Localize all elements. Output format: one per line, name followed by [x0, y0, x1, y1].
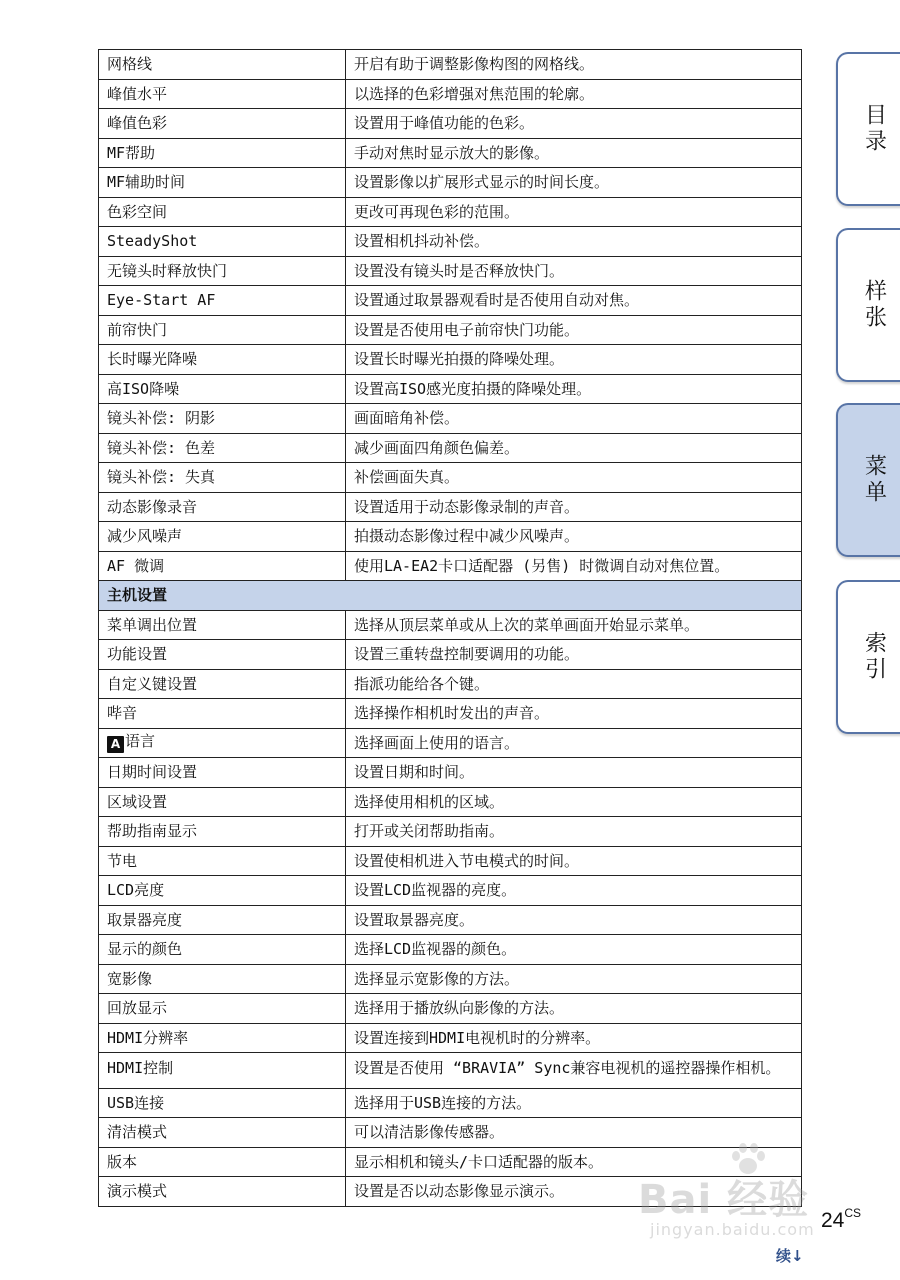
menu-item-description: 可以清洁影像传感器。: [346, 1118, 802, 1148]
menu-item-description: 减少画面四角颜色偏差。: [346, 433, 802, 463]
table-row: [99, 315, 802, 345]
tab-1[interactable]: [836, 228, 900, 382]
menu-item-description: 选择画面上使用的语言。: [346, 728, 802, 758]
table-row: [99, 1088, 802, 1118]
hdmi-control-body: [99, 1053, 802, 1089]
menu-item-label: 菜单调出位置: [99, 610, 346, 640]
table-row: [99, 50, 802, 80]
table-row: [99, 374, 802, 404]
menu-item-label: 动态影像录音: [99, 492, 346, 522]
tab-label: 菜单: [861, 454, 887, 506]
menu-item-description: 画面暗角补偿。: [346, 404, 802, 434]
menu-item-label: 演示模式: [99, 1177, 346, 1207]
table-row: [99, 197, 802, 227]
menu-item-description: 拍摄动态影像过程中减少风噪声。: [346, 522, 802, 552]
tab-3[interactable]: [836, 580, 900, 734]
language-icon: A: [107, 736, 124, 753]
table-row: [99, 109, 802, 139]
menu-item-label: HDMI控制: [99, 1053, 346, 1089]
table-row-hdmi-control: [99, 1053, 802, 1089]
menu-item-description: 设置LCD监视器的亮度。: [346, 876, 802, 906]
menu-item-description: 选择LCD监视器的颜色。: [346, 935, 802, 965]
table-row: [99, 935, 802, 965]
menu-item-description: 显示相机和镜头/卡口适配器的版本。: [346, 1147, 802, 1177]
menu-item-label: 区域设置: [99, 787, 346, 817]
menu-item-label: AF 微调: [99, 551, 346, 581]
section-header-body: [99, 581, 802, 611]
table-row: [99, 964, 802, 994]
table-row-language: [99, 728, 802, 758]
menu-item-description: 更改可再现色彩的范围。: [346, 197, 802, 227]
menu-item-description: 设置是否以动态影像显示演示。: [346, 1177, 802, 1207]
table-body-mid-b: [99, 758, 802, 1053]
menu-item-label: HDMI分辨率: [99, 1023, 346, 1053]
table-row: [99, 463, 802, 493]
table-row: [99, 227, 802, 257]
menu-item-label: 镜头补偿: 失真: [99, 463, 346, 493]
menu-item-description: 设置高ISO感光度拍摄的降噪处理。: [346, 374, 802, 404]
tab-label: 样张: [861, 279, 887, 331]
menu-item-description: 选择显示宽影像的方法。: [346, 964, 802, 994]
menu-item-label: 自定义键设置: [99, 669, 346, 699]
page-number-suffix: CS: [844, 1206, 862, 1220]
table-row: [99, 905, 802, 935]
page-number: [821, 1208, 861, 1233]
table-row: [99, 640, 802, 670]
section-title: 主机设置: [99, 581, 802, 611]
table-row: [99, 1118, 802, 1148]
menu-item-label: 日期时间设置: [99, 758, 346, 788]
table-row: [99, 286, 802, 316]
table-row: [99, 522, 802, 552]
table-row: [99, 758, 802, 788]
table-row: [99, 551, 802, 581]
tab-label: 目录: [861, 103, 887, 155]
table-row: [99, 669, 802, 699]
table-row: [99, 79, 802, 109]
language-row-body: [99, 728, 802, 758]
menu-settings-table: [98, 49, 802, 1207]
menu-item-description: 打开或关闭帮助指南。: [346, 817, 802, 847]
menu-item-label: 回放显示: [99, 994, 346, 1024]
table-row: [99, 610, 802, 640]
table-row: [99, 256, 802, 286]
menu-item-description: 手动对焦时显示放大的影像。: [346, 138, 802, 168]
menu-item-description: 选择从顶层菜单或从上次的菜单画面开始显示菜单。: [346, 610, 802, 640]
menu-item-label: 版本: [99, 1147, 346, 1177]
menu-item-label: 帮助指南显示: [99, 817, 346, 847]
table-row: [99, 787, 802, 817]
table-row: [99, 994, 802, 1024]
menu-item-description: 使用LA-EA2卡口适配器 (另售) 时微调自动对焦位置。: [346, 551, 802, 581]
down-arrow-icon: ↓: [791, 1247, 804, 1265]
menu-item-label: 峰值色彩: [99, 109, 346, 139]
menu-item-label: 高ISO降噪: [99, 374, 346, 404]
menu-item-description: 指派功能给各个键。: [346, 669, 802, 699]
menu-item-cell: [99, 728, 346, 758]
menu-item-description: 选择用于播放纵向影像的方法。: [346, 994, 802, 1024]
menu-item-label: 节电: [99, 846, 346, 876]
menu-item-label: Eye-Start AF: [99, 286, 346, 316]
table-row: [99, 1177, 802, 1207]
menu-item-description: 设置相机抖动补偿。: [346, 227, 802, 257]
table-row: [99, 817, 802, 847]
menu-item-label: 长时曝光降噪: [99, 345, 346, 375]
menu-item-description: 设置日期和时间。: [346, 758, 802, 788]
table-row: [99, 876, 802, 906]
menu-item-description: 选择使用相机的区域。: [346, 787, 802, 817]
menu-item-description: 设置是否使用电子前帘快门功能。: [346, 315, 802, 345]
menu-item-description: 设置用于峰值功能的色彩。: [346, 109, 802, 139]
table-row: [99, 404, 802, 434]
continue-label: 续: [776, 1247, 792, 1265]
menu-item-label: 清洁模式: [99, 1118, 346, 1148]
menu-item-label: 宽影像: [99, 964, 346, 994]
menu-item-description: 设置三重转盘控制要调用的功能。: [346, 640, 802, 670]
menu-item-description: 补偿画面失真。: [346, 463, 802, 493]
page-number-value: 24: [821, 1209, 845, 1232]
tab-2[interactable]: [836, 403, 900, 557]
table-body-mid-a: [99, 610, 802, 728]
menu-item-description: 选择操作相机时发出的声音。: [346, 699, 802, 729]
menu-item-label: USB连接: [99, 1088, 346, 1118]
table-row: [99, 345, 802, 375]
menu-item-label: 哔音: [99, 699, 346, 729]
menu-item-label: 显示的颜色: [99, 935, 346, 965]
table-row: [99, 1147, 802, 1177]
table-body-bottom: [99, 1088, 802, 1206]
menu-item-label: SteadyShot: [99, 227, 346, 257]
menu-item-description: 设置是否使用 “BRAVIA” Sync兼容电视机的遥控器操作相机。: [346, 1053, 802, 1089]
tab-label: 索引: [861, 631, 887, 683]
menu-item-label: 网格线: [99, 50, 346, 80]
menu-item-description: 设置影像以扩展形式显示的时间长度。: [346, 168, 802, 198]
menu-item-label: 镜头补偿: 阴影: [99, 404, 346, 434]
menu-item-description: 设置长时曝光拍摄的降噪处理。: [346, 345, 802, 375]
menu-item-label: 前帘快门: [99, 315, 346, 345]
menu-item-description: 选择用于USB连接的方法。: [346, 1088, 802, 1118]
menu-item-description: 设置连接到HDMI电视机时的分辨率。: [346, 1023, 802, 1053]
menu-item-description: 设置使相机进入节电模式的时间。: [346, 846, 802, 876]
menu-item-label: MF辅助时间: [99, 168, 346, 198]
watermark-url: jingyan.baidu.com: [650, 1220, 815, 1239]
table-row: [99, 433, 802, 463]
table-row: [99, 846, 802, 876]
tab-0[interactable]: [836, 52, 900, 206]
menu-item-label: 语言: [125, 732, 156, 751]
menu-item-label: 无镜头时释放快门: [99, 256, 346, 286]
menu-item-description: 设置取景器亮度。: [346, 905, 802, 935]
menu-item-description: 以选择的色彩增强对焦范围的轮廓。: [346, 79, 802, 109]
table-row: [99, 138, 802, 168]
menu-item-label: 取景器亮度: [99, 905, 346, 935]
table-row: [99, 1023, 802, 1053]
menu-item-description: 设置通过取景器观看时是否使用自动对焦。: [346, 286, 802, 316]
continue-link[interactable]: [776, 1245, 804, 1266]
menu-item-description: 开启有助于调整影像构图的网格线。: [346, 50, 802, 80]
table-row: [99, 699, 802, 729]
menu-item-description: 设置没有镜头时是否释放快门。: [346, 256, 802, 286]
menu-item-label: 减少风噪声: [99, 522, 346, 552]
menu-item-label: MF帮助: [99, 138, 346, 168]
menu-item-description: 设置适用于动态影像录制的声音。: [346, 492, 802, 522]
table-body-top: [99, 50, 802, 581]
table-row: [99, 492, 802, 522]
table-row: [99, 168, 802, 198]
menu-item-label: LCD亮度: [99, 876, 346, 906]
menu-item-label: 峰值水平: [99, 79, 346, 109]
menu-item-label: 色彩空间: [99, 197, 346, 227]
menu-item-label: 镜头补偿: 色差: [99, 433, 346, 463]
watermark-main: Bai 经验: [638, 1177, 810, 1223]
section-header-row: [99, 581, 802, 611]
menu-item-label: 功能设置: [99, 640, 346, 670]
